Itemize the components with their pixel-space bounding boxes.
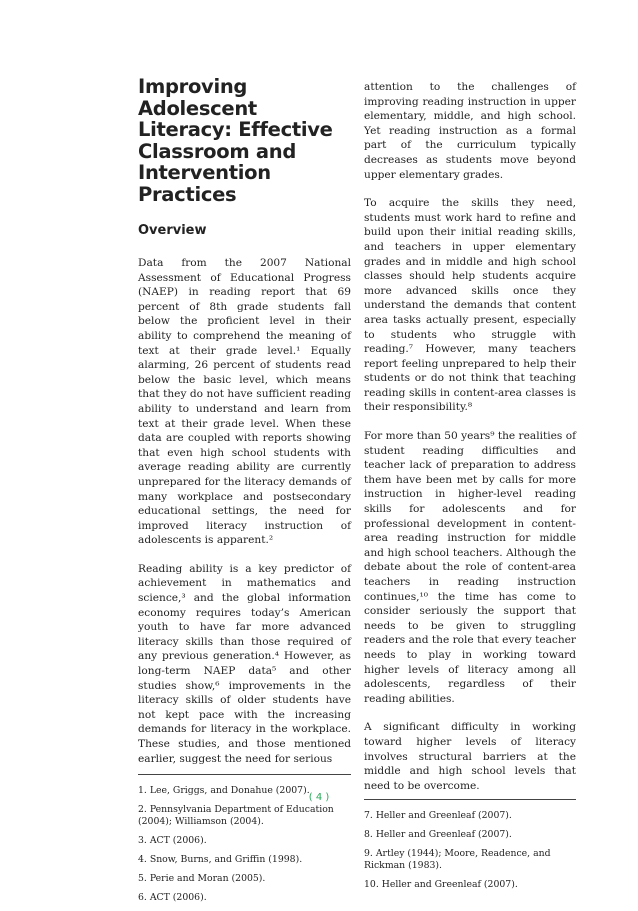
footnote: 9. Artley (1944); Moore, Readence, and Rickman (1983). bbox=[364, 848, 551, 872]
page-title: Improving Adolescent Literacy: Effective Classroom and Intervention Practices bbox=[138, 75, 333, 206]
left-column bbox=[138, 76, 351, 911]
right-column bbox=[364, 80, 576, 898]
footnote: 4. Snow, Burns, and Griffin (1998). bbox=[138, 854, 303, 866]
page-footer: ( 4 ) bbox=[308, 792, 330, 803]
footnote: 3. ACT (2006). bbox=[138, 835, 207, 847]
footnote: 5. Perie and Moran (2005). bbox=[138, 873, 266, 885]
footnote: 6. ACT (2006). bbox=[138, 892, 207, 904]
footnote-divider bbox=[138, 774, 351, 775]
paragraph: For more than 50 years⁹ the realities of student reading difficulties and teacher lack of preparation to address them have been met by calls for more instruction in higher-level reading skills for adolescents and for professional development in content-area reading instruction for middle and high school teachers. Although the debate about the role of content-area teachers in reading instruction continues,¹⁰ the time has come to consider seriously the support that needs to be given to struggling readers and the role that every teacher needs to play in working toward higher levels of literacy among all adolescents, regardless of their reading abilities. bbox=[364, 430, 576, 705]
paragraph: Reading ability is a key predictor of achievement in mathematics and science,³ and the global information economy requires today’s American youth to have far more advanced literacy skills than those required of any previous generation.⁴ However, as long-term NAEP data⁵ and other studies show,⁶ improvements in the literacy skills of older students have not kept pace with the increasing demands for literacy in the workplace. These studies, and those mentioned earlier, suggest the need for serious bbox=[138, 562, 351, 765]
footnote: 10. Heller and Greenleaf (2007). bbox=[364, 879, 518, 891]
overview-heading: Overview bbox=[138, 223, 207, 238]
footnote: 2. Pennsylvania Department of Education (2004); Williamson (2004). bbox=[138, 804, 334, 828]
paragraph: To acquire the skills they need, students must work hard to refine and build upon their initial reading skills, and teachers in upper elementary grades and in middle and high school classes should help students acquire more advanced skills once they understand the demands that content area tasks actually present, especially to students who struggle with reading.⁷ However, many teachers report feeling unprepared to help their students or do not think that teaching reading skills in content-area classes is their responsibility.⁸ bbox=[364, 197, 576, 414]
footnote: 8. Heller and Greenleaf (2007). bbox=[364, 829, 512, 841]
paragraph: A significant difficulty in working toward higher levels of literacy involves structural barriers at the middle and high school levels that need to be overcome. bbox=[364, 721, 576, 792]
paragraph: Data from the 2007 National Assessment of Educational Progress (NAEP) in reading report that 69 percent of 8th grade students fall below the proficient level in their ability to comprehend the meaning of text at their grade level.¹ Equally alarming, 26 percent of students read below the basic level, which means that they do not have sufficient reading ability to understand and learn from text at their grade level. When these data are coupled with reports showing that even high school students with average reading ability are currently unprepared for the literacy demands of many workplace and postsecondary educational settings, the need for improved literacy instruction of adolescents is apparent.² bbox=[138, 257, 351, 547]
footnote: 1. Lee, Griggs, and Donahue (2007). bbox=[138, 785, 310, 797]
footnote: 7. Heller and Greenleaf (2007). bbox=[364, 810, 512, 822]
page-number: 4 bbox=[315, 792, 323, 803]
paragraph: attention to the challenges of improving reading instruction in upper elementary, middle, and high school. Yet reading instruction as a formal part of the curriculum typically decreases as students move beyond upper elementary grades. bbox=[364, 81, 576, 181]
